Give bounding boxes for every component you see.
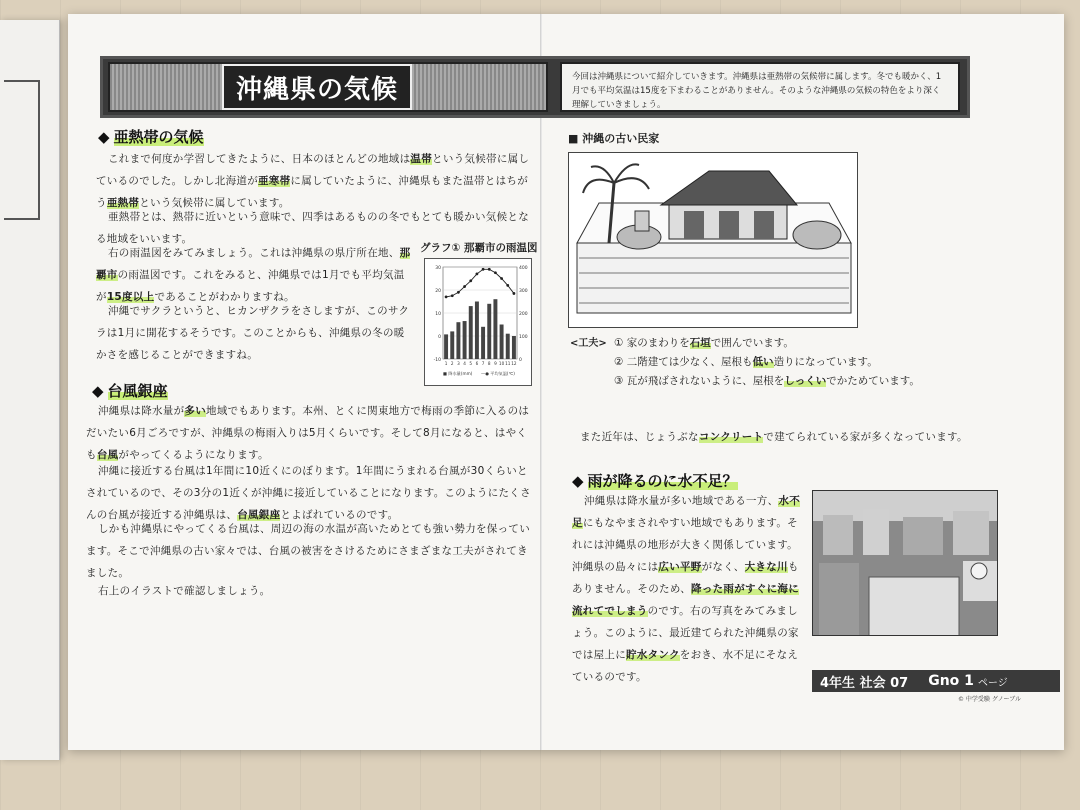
left-tick-label: 20 (435, 289, 441, 294)
section1-paragraph-3: 右の雨温図をみてみましょう。これは沖縄県の県庁所在地、那覇市の雨温図です。これをみると、沖縄県では1月でも平均気温が15度以上であることがわかりますね。 (96, 247, 411, 303)
photo-drawing (813, 491, 998, 636)
right-tick-label: 100 (519, 335, 528, 340)
list-item: ① 家のまわりを石垣で囲んでいます。 (614, 337, 794, 349)
list-item: ③ 瓦が飛ばされないように、屋根をしっくいでかためています。 (614, 375, 920, 387)
rainfall-bar (469, 306, 473, 359)
rainfall-bar (463, 321, 467, 359)
section1-paragraph-4: 沖縄でサクラというと、ヒカンザクラをさしますが、このサクラは1月に開花するそうです。このことからも、沖縄県の冬の暖かさを感じることができますね。 (96, 305, 410, 361)
section-heading-water-shortage: ◆ 雨が降るのに水不足？ (572, 472, 738, 490)
illustration-note: また近年は、じょうぶなコンクリートで建てられている家が多くなっています。 (580, 431, 968, 443)
rainfall-bar (450, 331, 454, 359)
month-tick-label: 11 (505, 361, 511, 366)
section2-paragraph-3: しかも沖縄県にやってくる台風は、周辺の海の水温が高いためとても強い勢力を保っています。そこで沖縄県の古い家々では、台風の被害をさけるためにさまざまな工夫がされてきました。 (86, 523, 530, 579)
page-unit-label: ページ (977, 677, 1008, 689)
rainfall-bar (500, 325, 504, 360)
rainfall-bar (493, 299, 497, 359)
month-tick-label: 7 (481, 361, 485, 366)
right-tick-label: 0 (519, 358, 522, 363)
rainfall-temperature-chart (424, 258, 532, 386)
rainfall-bar (475, 302, 479, 360)
right-tick-label: 300 (519, 289, 528, 294)
bracket-label: <工夫> (570, 338, 607, 349)
intro-text: 今回は沖縄県について紹介していきます。沖縄県は亜熱帯の気候帯に属します。冬でも暖かく、1月でも平均気温は15度を下まわることがありません。そのような沖縄県の気候の特色をより深く理解していきましょう。 (560, 62, 960, 112)
diamond-icon: ◆ (98, 128, 110, 146)
month-tick-label: 9 (494, 361, 497, 366)
diamond-icon: ◆ (572, 472, 584, 490)
right-tick-label: 200 (519, 312, 528, 317)
section2-paragraph-2: 沖縄に接近する台風は1年間に10近くにのぼります。1年間にうまれる台風が30くらいとされているので、その3分の1近くが沖縄に接近していることになります。このようにたくさんの台風が接近する沖縄県は、台風銀座とよばれているのです。 (86, 465, 531, 521)
diamond-icon: ◆ (92, 382, 104, 400)
month-tick-label: 4 (463, 361, 466, 366)
rainfall-bar (456, 322, 460, 359)
city-rooftop-photo (812, 490, 998, 636)
copyright: © 中学受験 グノーブル (958, 696, 1021, 703)
title-box (222, 64, 412, 110)
section2-paragraph-4: 右上のイラストで確認しましょう。 (98, 585, 271, 597)
rainfall-bar (481, 327, 485, 359)
legend-rainfall: ■ 降水量(mm) (443, 371, 473, 376)
left-tick-label: 10 (435, 312, 441, 317)
section1-paragraph-1: これまで何度か学習してきたように、日本のほとんどの地域は温帯という気候帯に属しているのでした。しかし北海道が亜寒帯に属していたように、沖縄県もまた温帯とはちがう亜熱帯という気候帯に属しています。 (96, 153, 530, 209)
rainfall-bar (506, 334, 510, 359)
left-tick-label: -10 (433, 358, 441, 363)
section1-paragraph-2: 亜熱帯とは、熱帯に近いという意味で、四季はあるものの冬でもとても暖かい気候となる地域をいいます。 (96, 211, 529, 245)
page-spine (540, 14, 542, 750)
list-item: ② 二階建ては少なく、屋根も低い造りになっています。 (614, 356, 878, 368)
illustration-label: ■ 沖縄の古い民家 (568, 132, 660, 145)
rainfall-bar (487, 304, 491, 359)
temperature-line (446, 269, 514, 297)
previous-page-edge (0, 20, 60, 760)
section-heading-subtropical: ◆ 亜熱帯の気候 (98, 128, 204, 146)
rainfall-bar (444, 334, 448, 359)
month-tick-label: 2 (450, 361, 454, 366)
left-tick-label: 0 (438, 335, 441, 340)
section2-paragraph-1: 沖縄県は降水量が多い地域でもあります。本州、とくに関東地方で梅雨の季節に入るのはだいたい6月ごろですが、沖縄県の梅雨入りは5月くらいです。そして8月になると、はやくも台風がやってくるようになります。 (86, 405, 530, 461)
footer-bar (812, 670, 1060, 692)
chart-svg (425, 259, 533, 387)
left-tick-label: 30 (435, 266, 441, 271)
month-tick-label: 5 (469, 361, 473, 366)
month-tick-label: 10 (498, 361, 505, 366)
legend-temperature: —● 平均気温(℃) (481, 371, 515, 376)
right-tick-label: 400 (519, 266, 528, 271)
section3-paragraph: 沖縄県は降水量が多い地域である一方、水不足にもなやまされやすい地域でもあります。それには沖縄県の地形が大きく関係しています。沖縄県の島々には広い平野がなく、大きな川もありません。そのため、降った雨がすぐに海に流れてでしまうのです。右の写真をみてみましょう。このように、最近建てられた沖縄県の家では屋上に貯水タンクをおき、水不足にそなえているのです。 (572, 495, 801, 683)
month-tick-label: 6 (475, 361, 479, 366)
chart-title: グラフ① 那覇市の雨温図 (420, 242, 538, 254)
section-heading-typhoon: ◆ 台風銀座 (92, 382, 168, 400)
house-drawing (569, 153, 859, 329)
illustration-list (614, 334, 920, 391)
gno-label: Gno 1 (928, 673, 974, 689)
rainfall-bar (512, 336, 516, 359)
month-tick-label: 3 (457, 361, 460, 366)
month-tick-label: 1 (444, 361, 448, 366)
grade-label: 4年生 社会 07 (820, 675, 909, 691)
month-tick-label: 12 (511, 361, 517, 366)
page-title: 沖縄県の気候 (235, 74, 398, 105)
house-illustration (568, 152, 858, 328)
month-tick-label: 8 (487, 361, 491, 366)
